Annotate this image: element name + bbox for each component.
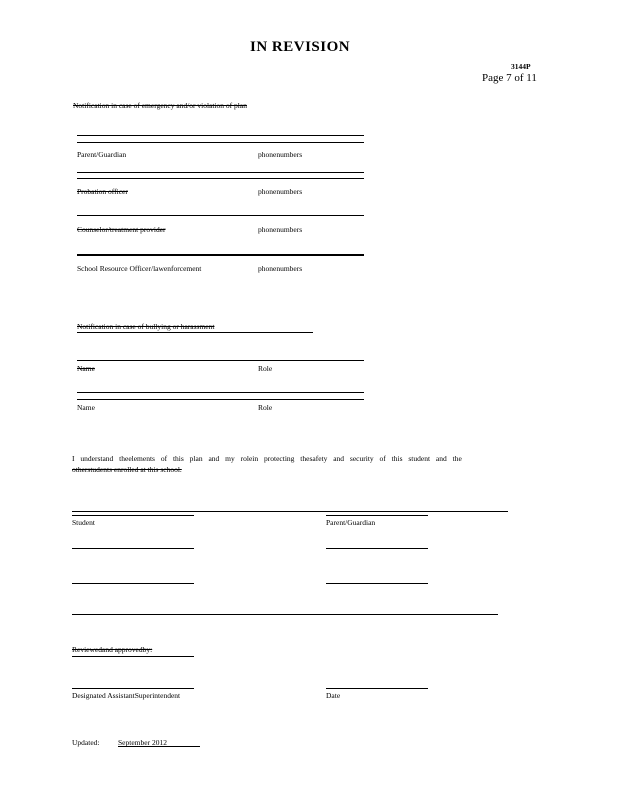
document-code: 3144P — [511, 62, 531, 71]
contact-label-probation: Probation officer — [77, 187, 128, 196]
contact-phone-probation: phonenumbers — [258, 187, 303, 196]
reviewed-approved-label: Reviewedand approvedby: — [72, 645, 153, 654]
bullying-name-label-1: Name — [77, 364, 95, 373]
statement-line-2: otherstudents enrolled at this school. — [72, 465, 182, 474]
bullying-role-label-1: Role — [258, 364, 273, 373]
signature-label-date: Date — [326, 691, 341, 700]
contact-label-sro: School Resource Officer/lawenforcement — [77, 264, 202, 273]
statement-line-1: I understand theelements of this plan and my rolein protecting thesafety and security of this student and the — [72, 454, 462, 463]
bullying-name-label-2: Name — [77, 403, 95, 412]
contact-label-counselor: Counselor/treatment provider — [77, 225, 166, 234]
emergency-section-heading: Notification in case of emergency and/or violation of plan — [73, 101, 247, 110]
updated-date: September 2012 — [118, 738, 167, 747]
signature-label-parent: Parent/Guardian — [326, 518, 376, 527]
contact-phone-sro: phonenumbers — [258, 264, 303, 273]
page-number: Page 7 of 11 — [482, 72, 537, 84]
contact-phone-counselor: phonenumbers — [258, 225, 303, 234]
bullying-role-label-2: Role — [258, 403, 273, 412]
signature-label-student: Student — [72, 518, 95, 527]
contact-label-parent: Parent/Guardian — [77, 150, 127, 159]
page-title: IN REVISION — [250, 39, 351, 55]
bullying-section-heading: Notification in case of bullying or harassment — [77, 322, 215, 331]
signature-label-superintendent: Designated AssistantSuperintendent — [72, 691, 181, 700]
contact-phone-parent: phonenumbers — [258, 150, 303, 159]
updated-label: Updated: — [72, 738, 100, 747]
